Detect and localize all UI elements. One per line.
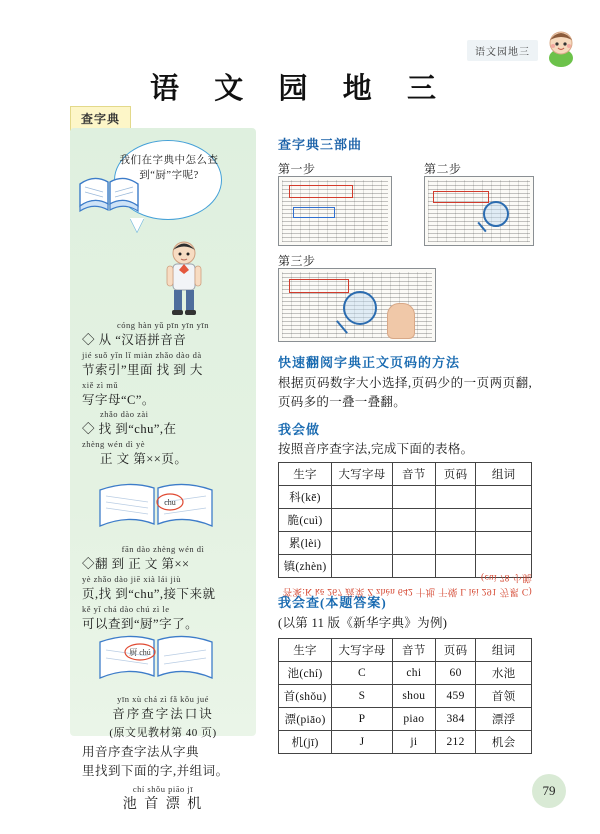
left-block-4-note: (原文见教材第 40 页) [109,727,217,739]
table-row [279,509,532,532]
left-block-1-line-1: 节索引”里面 找 到 大 [82,363,203,377]
th-4: 组词 [476,639,532,662]
cell: 首(shǒu) [279,685,332,708]
mascot-icon [544,28,578,68]
open-book-icon [78,170,140,214]
left-block-3-pinyin-2: kě yǐ chá dào chú zì le [82,604,170,614]
th-2: 音节 [392,463,435,486]
cell[interactable] [332,532,393,555]
cell[interactable] [435,532,475,555]
left-block-2-line-0: ◇ 找 到“chu”,在 [82,422,177,436]
left-block-1-pinyin-1: jié suǒ yǐn lǐ miàn zhǎo dào dà [82,350,202,360]
left-block-4-line-0: 音序查字法口诀 [112,707,214,721]
cell: 459 [435,685,475,708]
cell: 水池 [476,662,532,685]
left-block-1-line-0: ◇ 从 “汉语拼音音 [82,333,187,347]
cell: 池(chí) [279,662,332,685]
th-1: 大写字母 [332,639,393,662]
cell: chi [392,662,435,685]
table-answer-wrap [278,638,532,754]
table-row [279,463,532,486]
cell[interactable] [332,486,393,509]
step-3-label-wrap [278,252,398,269]
answer-key-text: (答案:K kē 267 蔬菜 Z zhèn 642 十地 干燥 L lèi 291 劳累 C cuì 78 小脆) [282,572,532,596]
svg-text:厨 chú: 厨 chú [129,648,151,657]
right-heading-1 [278,134,532,153]
cell: J [332,731,393,754]
left-block-3-line-0: ◇翻 到 正 文 第×× [82,557,190,571]
left-block-4-tail-1: 里找到下面的字,并组词。 [82,764,229,778]
cell[interactable] [476,532,532,555]
left-block-4-tail-0: 用音序查字法从字典 [82,745,200,759]
right-heading-2-text: 快速翻阅字典正文页码的方法 [278,355,461,370]
left-block-3-pinyin-0: fān dào zhèng wén dì [121,544,205,554]
cell[interactable] [392,509,435,532]
left-green-panel [70,128,256,812]
left-block-2-pinyin-1: zhèng wén dì yè [82,439,145,449]
cell: 漂浮 [476,708,532,731]
left-block-1 [82,320,244,410]
cell: piao [392,708,435,731]
cell[interactable] [392,486,435,509]
cell: 科(kē) [279,486,332,509]
table-row [279,639,532,662]
cell: 60 [435,662,475,685]
boy-character-icon [162,240,206,316]
table-blank-wrap [278,462,532,578]
step-1-label-wrap [278,160,398,177]
table-row [279,662,532,685]
cell[interactable] [332,509,393,532]
dictionary-entry-figure [96,628,216,688]
table-row [279,532,532,555]
left-block-2-pinyin-0: zhǎo dào zài [100,409,149,419]
table-row [279,486,532,509]
cell: 镇(zhèn) [279,555,332,578]
right-paragraph-3 [278,440,532,459]
right-heading-1-text: 查字典三部曲 [278,137,363,152]
left-block-3-line-1: 页,找 到“chu”,接下来就 [82,587,216,601]
cell: 机(jī) [279,731,332,754]
left-block-1-line-2: 写字母“C”。 [82,393,155,407]
th-3: 页码 [435,463,475,486]
right-paragraph-3-text: 按照音序查字法,完成下面的表格。 [278,442,474,456]
left-block-4-chars: 池 首 漂 机 [122,797,204,812]
left-block-1-pinyin-2: xiě zì mǔ [82,380,119,390]
left-block-1-pinyin-0: cóng hàn yǔ pīn yīn yīn [116,320,209,330]
left-block-3 [82,544,244,634]
table-row [279,708,532,731]
section-tag-dictionary: 查字典 [70,106,131,131]
left-block-2 [82,409,244,469]
page-title-text: 语 文 园 地 三 [149,73,450,105]
step-2-label: 第二步 [424,162,462,176]
right-heading-4-text: 我会查(本题答案) [278,595,387,610]
th-3: 页码 [435,639,475,662]
left-block-3-line-2: 可以查到“厨”字了。 [82,617,199,631]
cell: S [332,685,393,708]
cell: 212 [435,731,475,754]
cell: 漂(piāo) [279,708,332,731]
cell: C [332,662,393,685]
dictionary-index-figure [96,476,216,536]
th-0: 生字 [279,639,332,662]
left-block-2-line-1: 正 文 第××页。 [100,452,188,466]
th-1: 大写字母 [332,463,393,486]
step-3-label: 第三步 [278,254,316,268]
table-answer [278,638,532,754]
cell: 机会 [476,731,532,754]
table-row [279,685,532,708]
th-4: 组词 [476,463,532,486]
cell: 首领 [476,685,532,708]
right-paragraph-4-text: (以第 11 版《新华字典》为例) [278,616,448,630]
left-block-4 [82,694,244,814]
page-number: 79 [532,774,566,808]
left-block-4-pinyin-0: yīn xù chá zì fǎ kǒu jué [117,694,209,704]
step-1-label: 第一步 [278,162,316,176]
left-block-3-pinyin-1: yè zhǎo dào jiē xià lái jiù [82,574,181,584]
dictionary-index-photo [278,176,392,246]
cell[interactable] [476,509,532,532]
cell[interactable] [392,532,435,555]
cell: 累(lèi) [279,532,332,555]
svg-text:chu: chu [164,498,176,507]
cell: ji [392,731,435,754]
right-heading-2 [278,352,532,371]
right-paragraph-2-text: 根据页码数字大小选择,页码少的一页两页翻,页码多的一叠一叠翻。 [278,376,532,409]
left-block-4-char-pinyin: chí shǒu piāo jī [132,784,194,794]
cell: 384 [435,708,475,731]
cell[interactable] [476,486,532,509]
th-0: 生字 [279,463,332,486]
cell[interactable] [435,486,475,509]
cell: 脆(cuì) [279,509,332,532]
right-paragraph-2 [278,374,532,412]
th-2: 音节 [392,639,435,662]
step-2-label-wrap [424,160,534,177]
right-heading-4 [278,592,532,611]
right-heading-3 [278,419,532,438]
table-row [279,731,532,754]
cell: P [332,708,393,731]
right-paragraph-4 [278,614,532,633]
speech-bubble-tail [130,218,144,232]
dictionary-entry-photo [278,268,436,342]
cell: shou [392,685,435,708]
speech-bubble-text: 我们在字典中怎么查到“厨”字呢? [119,155,219,181]
page-title [0,66,600,107]
table-blank [278,462,532,578]
dictionary-page-photo [424,176,534,246]
cell[interactable] [435,509,475,532]
header-chapter-tab: 语文园地三 [467,40,538,61]
right-heading-3-text: 我会做 [278,422,321,437]
